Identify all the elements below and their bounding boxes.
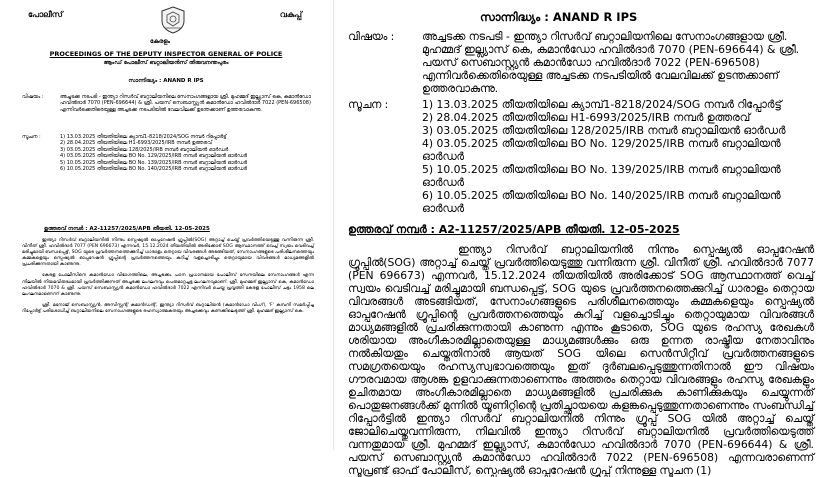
presence-line: സാന്നിദ്ധ്യം : ANAND R IPS xyxy=(128,78,204,84)
reference-item: 1) 13.03.2025 തീയതിയിലെ ക്യാമ്പ്1-8218/2024/SOG നമ്പർ റിപ്പോർട്ട് xyxy=(60,134,227,140)
body-paragraph: ഇന്ത്യാ റിസർവ് ബറ്റാലിയനിൽ നിന്നും സ്പെഷ്യൽ ഓപ്പറേഷൻ ഗ്രൂപ്പിൽ(SOG) അറ്റാച്ച് ചെയ്ത് പ്രവർത്തിയെടുത്തു വന്നിരുന്ന ശ്രീ. വിനീത് ശ്രീ. ഹവിൽദാർ 7077 (PEN 696673) എന്നവർ, 15.12.2024 തീയതിയിൽ അരിക്കോട് SOG ആസ്ഥാനത്ത് വെച്ച് സ്വയം വെടിവച്ച് മരിച്ചുമായി ബന്ധപ്പെട്ട്, SOG യുടെ പ്രവർത്തനത്തെക്കുറിച്ച് ധാരാളം തെറ്റായ വിവരങ്ങൾ അടങ്ങിയത്, സേനാംഗങ്ങളുടെ പരിശീലനത്തെയും കമ്മകളെയും സ്പെഷ്യൽ ഓപ്പറേഷൻ ഗ്രൂപ്പിന്റെ പ്രവർത്തനത്തെയും കുറിച്ച് വളച്ചൊടിച്ചും തെറ്റായുമായ വിവരങ്ങൾ മാധ്യമങ്ങളിൽ പ്രചരിക്കുന്നതായി കാണുന്നു. xyxy=(22,238,314,268)
reference-label: സൂചന : xyxy=(22,134,41,140)
subject-block xyxy=(22,94,312,113)
subject-text: അച്ചടക്ക നടപടി - ഇന്ത്യാ റിസർവ് ബറ്റാലിയനിലെ സേനാംഗങ്ങളായ ശ്രീ. മുഹമ്മദ് ഇല്ല്യാസ് കെ, കമാൻഡോ ഹവിൽദാർ 7070 (PEN-696644) & ശ്രീ. പയസ് സെബാസ്റ്റ്യൻ കമാൻഡോ ഹവിൽദാർ 7022 (PEN-696508) എന്നിവർക്കെതിരെയുള്ള അച്ചടക്ക നടപടിയിൽ വേലവിലക്ക് ഉടന്തക്കാണ് ഉത്തരവാകുന്നു. xyxy=(422,30,800,95)
state-name: കേരളം xyxy=(150,38,171,45)
body-paragraph: ഇന്ത്യാ റിസർവ് ബറ്റാലിയനിൽ നിന്നും സ്പെഷ്യൽ ഓപ്പറേഷൻ ഗ്രൂപ്പിൽ(SOG) അറ്റാച്ച് ചെയ്ത് പ്രവർത്തിയെടുത്തു വന്നിരുന്ന ശ്രീ. വിനീത് ശ്രീ. ഹവിൽദാർ 7077 (PEN 696673) എന്നവർ, 15.12.2024 തീയതിയിൽ അരിക്കോട് SOG ആസ്ഥാനത്ത് വെച്ച് സ്വയം വെടിവച്ച് മരിച്ചുമായി ബന്ധപ്പെട്ട്, SOG യുടെ പ്രവർത്തനത്തെക്കുറിച്ച് ധാരാളം തെറ്റായ വിവരങ്ങൾ അടങ്ങിയത്, സേനാംഗങ്ങളുടെ പരിശീലനത്തെയും കമ്മകളെയും സ്പെഷ്യൽ ഓപ്പറേഷൻ ഗ്രൂപ്പിന്റെ പ്രവർത്തനത്തെയും കുറിച്ച് വളച്ചൊടിച്ചും തെറ്റായുമായ വിവരങ്ങൾ മാധ്യമങ്ങളിൽ പ്രചരിക്കുന്നതായി കാണുന്ന എന്നും കൂടാതെ, SOG യുടെ രഹസ്യ രേഖകൾ ശരിയായ അംഗീകാരമില്ലാതെയുള്ള മാധ്യമങ്ങൾക്കും ഒരു ഉന്നത രാഷ്ട്രീയ നേതാവിനും നൽകിയതും ചെയ്തതിനാൽ ആയത് SOG യിലെ സെൻസിറ്റീവ് പ്രവർത്തനങ്ങളുടെ സമഗ്രതയെയും രഹസ്യസ്വഭാവത്തെയും ഇത് ദുർബലപ്പെടുത്തുന്നതിനാൽ ഈ വിഷയം ഗൗരവമായ ആശങ്ക ഉളവാക്കുന്നതാണെന്നും അത്തരം തെറ്റായ വിവരങ്ങളും രഹസ്യ രേഖകളും ഉചിതമായ അംഗീകാരമില്ലാതെ മാധ്യമങ്ങളിൽ പ്രചരിക്കുക കാണിക്കുകയും ചെയ്യുന്നത് പൊതുജനങ്ങൾക്ക് മുന്നിൽ യൂണിറ്റിന്റെ പ്രതിച്ഛായയെ കളങ്കപ്പെടുത്തുന്നതാണെന്നും സംബന്ധിച്ച് റിപ്പോർട്ടിൽ ഇന്ത്യാ റിസർവ് ബറ്റാലിയനിൽ നിന്നും ഗ്രൂപ്പ് SOG യിൽ അറ്റാച്ച് ചെയ്ത് ജോലിചെയ്തുവന്നിരുന്ന, നിലവിൽ ഇന്ത്യാ റിസർവ് ബറ്റാലിയനിൽ പ്രവർത്തിയെടുത്ത് വന്നതുമായ ശ്രീ. മുഹമ്മദ് ഇല്ല്യാസ്, കമാൻഡോ ഹവിൽദാർ 7070 (PEN-696644) & ശ്രീ. പയസ് സെബാസ്റ്റ്യൻ കമാൻഡോ ഹവിൽദാർ 7022 (PEN-696508) എന്നവരാണെന്ന് സൂപ്രണ്ട് ഓഫ് പോലീസ്, സ്പെഷ്യൽ ഓപ്പറേഷൻ ഗ്രൂപ്പ് നിന്നുള്ള സൂചന (1) xyxy=(348,243,814,477)
reference-item: 4) 03.05.2025 തീയതിയിലെ BO No. 129/2025/IRB നമ്പർ ബറ്റാലിയൻ ഓർഡർ xyxy=(422,137,781,163)
reference-item: 2) 28.04.2025 തീയതിയിലെ H1-6993/2025/IRB നമ്പർ ഉത്തരവ് xyxy=(422,111,751,124)
subject-block xyxy=(348,30,814,95)
reference-item: 3) 03.05.2025 തീയതിയിലെ 128/2025/IRB നമ്പർ ബറ്റാലിയൻ ഓർഡർ xyxy=(422,124,786,137)
reference-item: 5) 10.05.2025 തീയതിയിലെ BO No. 139/2025/IRB നമ്പർ ബറ്റാലിയൻ ഓർഡർ xyxy=(60,159,248,166)
order-body xyxy=(348,243,814,477)
body-paragraph: ശ്രീ. മനോജ് സെബാസ്റ്റ്യൻ, അസിസ്റ്റന്റ് കമാൻഡന്റ്, ഇന്ത്യാ റിസർവ് ബറ്റാലിയൻ (കമാൻഡോ വിംഗ്), 'F' കമ്പനി സമർപ്പിച്ച റിപ്പോർട്ട് പരിശോധിച്ച് ബറ്റാലിയനിലെ സേനാംഗങ്ങളുടെ രഹസ്യാത്മകതയും അച്ചടക്കവും കണക്കിലെടുത്ത് ശ്രീ. മുഹമ്മദ് ഇല്ല്യാസ് കെ. xyxy=(22,302,314,314)
reference-item: 2) 28.04.2025 തീയതിയിലെ H1-6993/2025/IRB നമ്പർ ഉത്തരവ് xyxy=(60,140,212,147)
reference-item: 3) 03.05.2025 തീയതിയിലെ 128/2025/IRB നമ്പർ ബറ്റാലിയൻ ഓർഡർ xyxy=(60,146,229,153)
order-number-title: ഉത്തരവ് നമ്പർ : A2-11257/2025/APB തീയതി. 12-05-2025 xyxy=(348,223,680,236)
proceedings-subtitle: ആംഡ് പോലീസ് ബറ്റാലിയൻസ് തിരുവനന്തപുരം xyxy=(103,60,229,66)
kerala-emblem-icon xyxy=(160,6,186,34)
subject-label: വിഷയം : xyxy=(348,30,395,43)
reference-block xyxy=(348,98,814,215)
presence-line: സാന്നിദ്ധ്യം : ANAND R IPS xyxy=(480,10,638,24)
reference-block xyxy=(22,134,312,172)
header-section-label: വകുപ്പ് xyxy=(279,10,302,19)
order-number-title: ഉത്തരവ് നമ്പർ : A2-11257/2025/APB തീയതി. 12-05-2025 xyxy=(44,226,210,232)
reference-item: 4) 03.05.2025 തീയതിയിലെ BO No. 129/2025/IRB നമ്പർ ബറ്റാലിയൻ ഓർഡർ xyxy=(60,153,248,160)
left-page-preview xyxy=(0,0,332,450)
right-page-zoomed xyxy=(340,0,818,477)
proceedings-title: PROCEEDINGS OF THE DEPUTY INSPECTOR GENERAL OF POLICE xyxy=(49,50,283,58)
reference-item: 6) 10.05.2025 തീയതിയിലെ BO No. 140/2025/IRB നമ്പർ ബറ്റാലിയൻ ഓർഡർ xyxy=(422,189,781,215)
reference-item: 1) 13.03.2025 തീയതിയിലെ ക്യാമ്പ്1-8218/2024/SOG നമ്പർ റിപ്പോർട്ട് xyxy=(422,98,782,111)
reference-item: 6) 10.05.2025 തീയതിയിലെ BO No. 140/2025/IRB നമ്പർ ബറ്റാലിയൻ ഓർഡർ xyxy=(60,166,248,173)
header-department-label: പോലീസ് xyxy=(28,10,63,19)
reference-item: 5) 10.05.2025 തീയതിയിലെ BO No. 139/2025/IRB നമ്പർ ബറ്റാലിയൻ ഓർഡർ xyxy=(422,163,781,189)
subject-label: വിഷയം : xyxy=(22,94,44,100)
page-divider xyxy=(333,0,334,450)
order-body xyxy=(22,238,314,320)
body-paragraph: കേരള പോലീസിനെ കമാൻഡോ വിഭാഗത്തിലെ, അച്ചടക്കം പഠന പ്രധാനമായ പോലീസ് സേനയിലെ സേനാംഗങ്ങൾ എന്ന നിലയിൽ നിയമവിരുദ്ധമായി പ്രവർത്തിക്കുന്നത് അച്ചടക്ക ലംഘനവും പെരുമാറ്റച്ചട്ട ലംഘനവുമാണ്. ശ്രീ. മുഹമ്മദ് ഇല്ല്യാസ് കെ, കമാൻഡോ ഹവിൽദാർ 7070 & ശ്രീ. പയസ് സെബാസ്റ്റ്യൻ കമാൻഡോ ഹവിൽദാർ 7022 എന്നിവർ ചെയ്ത പ്രവൃത്തി കേരള പോലീസ് ചട്ടം 1958 ലെ ലംഘനമാണെന്ന് കാണുന്നു. xyxy=(22,273,314,297)
subject-text: അച്ചടക്ക നടപടി - ഇന്ത്യാ റിസർവ് ബറ്റാലിയനിലെ സേനാംഗങ്ങളായ ശ്രീ. മുഹമ്മദ് ഇല്ല്യാസ് കെ, കമാൻഡോ ഹവിൽദാർ 7070 (PEN-696644) & ശ്രീ. പയസ് സെബാസ്റ്റ്യൻ കമാൻഡോ ഹവിൽദാർ 7022 (PEN-696508) എന്നിവർക്കെതിരെയുള്ള അച്ചടക്ക നടപടിയിൽ വേലവിലക്ക് ഉടന്തക്കാണ് ഉത്തരവാകുന്നു. xyxy=(60,94,311,113)
reference-label: സൂചന : xyxy=(348,98,389,111)
